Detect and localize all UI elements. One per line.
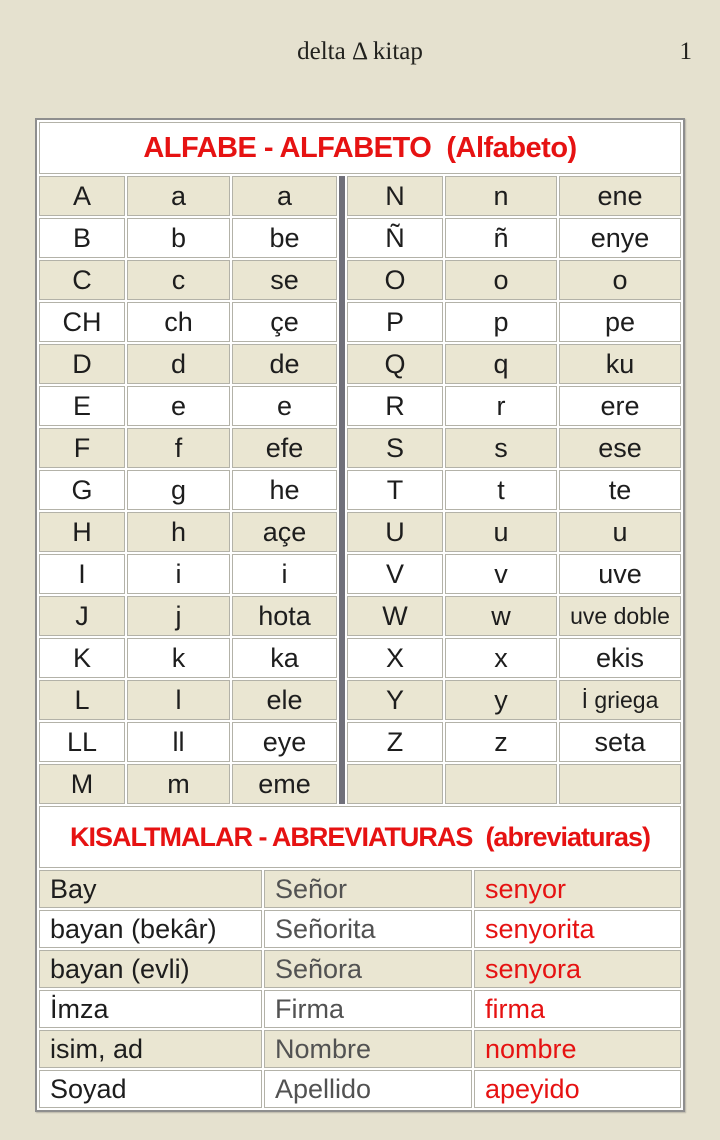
letter-lower-cell: e [127,386,230,426]
letter-upper-cell: A [39,176,125,216]
letter-upper-cell: G [39,470,125,510]
abbrev-turkish-cell: İmza [39,990,262,1028]
abbrev-phonetic-cell: senyora [474,950,681,988]
letter-name-cell: ekis [559,638,681,678]
abbrev-phonetic-cell: apeyido [474,1070,681,1108]
letter-name-cell: ere [559,386,681,426]
letter-upper-cell: K [39,638,125,678]
letter-upper-cell: X [347,638,443,678]
letter-upper-cell: R [347,386,443,426]
letter-lower-cell: ch [127,302,230,342]
letter-upper-cell: Y [347,680,443,720]
letter-upper-cell: Z [347,722,443,762]
abbrev-spanish-cell: Nombre [264,1030,472,1068]
letter-name-cell: he [232,470,337,510]
letter-name-cell: pe [559,302,681,342]
letter-name-cell: çe [232,302,337,342]
book-title: delta Δ kitap [297,38,423,65]
letter-name-cell: te [559,470,681,510]
letter-name-cell: açe [232,512,337,552]
letter-upper-cell: V [347,554,443,594]
letter-lower-cell: n [445,176,557,216]
letter-lower-cell: k [127,638,230,678]
letter-name-cell: a [232,176,337,216]
abbrev-spanish-cell: Apellido [264,1070,472,1108]
letter-lower-cell: ll [127,722,230,762]
column-divider [339,176,345,804]
letter-upper-cell: D [39,344,125,384]
letter-name-cell: eye [232,722,337,762]
abbrev-turkish-cell: isim, ad [39,1030,262,1068]
letter-lower-cell: c [127,260,230,300]
letter-name-cell [559,764,681,804]
letter-lower-cell: t [445,470,557,510]
abbrev-turkish-cell: bayan (evli) [39,950,262,988]
letter-upper-cell: F [39,428,125,468]
letter-name-cell: o [559,260,681,300]
letter-upper-cell: L [39,680,125,720]
alphabet-section-title: ALFABE - ALFABETO (Alfabeto) [39,122,681,174]
letter-upper-cell: T [347,470,443,510]
letter-upper-cell: H [39,512,125,552]
letter-lower-cell: o [445,260,557,300]
letter-name-cell: u [559,512,681,552]
letter-lower-cell: l [127,680,230,720]
page-number: 1 [679,38,692,65]
abbreviations-section-title: KISALTMALAR - ABREVIATURAS (abreviaturas) [39,806,681,868]
letter-upper-cell: O [347,260,443,300]
letter-name-cell: efe [232,428,337,468]
letter-upper-cell: CH [39,302,125,342]
letter-upper-cell: S [347,428,443,468]
letter-lower-cell: ñ [445,218,557,258]
letter-lower-cell: f [127,428,230,468]
abbrev-turkish-cell: bayan (bekâr) [39,910,262,948]
letter-name-cell: e [232,386,337,426]
abbrev-spanish-cell: Firma [264,990,472,1028]
letter-upper-cell: I [39,554,125,594]
letter-name-cell: ele [232,680,337,720]
abbrev-spanish-cell: Señor [264,870,472,908]
letter-upper-cell: J [39,596,125,636]
content-table [35,118,685,1112]
abbrev-phonetic-cell: senyorita [474,910,681,948]
letter-upper-cell: Q [347,344,443,384]
letter-lower-cell: h [127,512,230,552]
letter-lower-cell [445,764,557,804]
letter-lower-cell: z [445,722,557,762]
letter-lower-cell: b [127,218,230,258]
letter-lower-cell: q [445,344,557,384]
letter-name-cell: i [232,554,337,594]
letter-name-cell: eme [232,764,337,804]
abbrev-phonetic-cell: firma [474,990,681,1028]
letter-upper-cell: C [39,260,125,300]
letter-lower-cell: m [127,764,230,804]
letter-name-cell: ku [559,344,681,384]
letter-name-cell: be [232,218,337,258]
letter-lower-cell: s [445,428,557,468]
letter-name-cell: İ griega [559,680,681,720]
letter-name-cell: hota [232,596,337,636]
letter-name-cell: ka [232,638,337,678]
letter-upper-cell [347,764,443,804]
letter-upper-cell: Ñ [347,218,443,258]
letter-lower-cell: d [127,344,230,384]
letter-lower-cell: x [445,638,557,678]
abbrev-turkish-cell: Bay [39,870,262,908]
letter-lower-cell: p [445,302,557,342]
letter-lower-cell: r [445,386,557,426]
letter-upper-cell: LL [39,722,125,762]
letter-lower-cell: w [445,596,557,636]
letter-upper-cell: U [347,512,443,552]
abbrev-turkish-cell: Soyad [39,1070,262,1108]
letter-upper-cell: M [39,764,125,804]
letter-name-cell: se [232,260,337,300]
letter-upper-cell: N [347,176,443,216]
letter-lower-cell: u [445,512,557,552]
letter-name-cell: uve doble [559,596,681,636]
letter-upper-cell: W [347,596,443,636]
letter-name-cell: uve [559,554,681,594]
letter-name-cell: ene [559,176,681,216]
letter-lower-cell: a [127,176,230,216]
alphabet-table [39,176,681,804]
letter-name-cell: ese [559,428,681,468]
letter-upper-cell: B [39,218,125,258]
abbrev-phonetic-cell: senyor [474,870,681,908]
letter-name-cell: de [232,344,337,384]
abbreviations-table [39,870,681,1108]
letter-lower-cell: g [127,470,230,510]
letter-lower-cell: j [127,596,230,636]
letter-upper-cell: P [347,302,443,342]
abbrev-spanish-cell: Señora [264,950,472,988]
abbrev-spanish-cell: Señorita [264,910,472,948]
abbrev-phonetic-cell: nombre [474,1030,681,1068]
page-header [0,0,720,118]
letter-lower-cell: v [445,554,557,594]
letter-lower-cell: i [127,554,230,594]
letter-name-cell: seta [559,722,681,762]
letter-upper-cell: E [39,386,125,426]
letter-lower-cell: y [445,680,557,720]
letter-name-cell: enye [559,218,681,258]
